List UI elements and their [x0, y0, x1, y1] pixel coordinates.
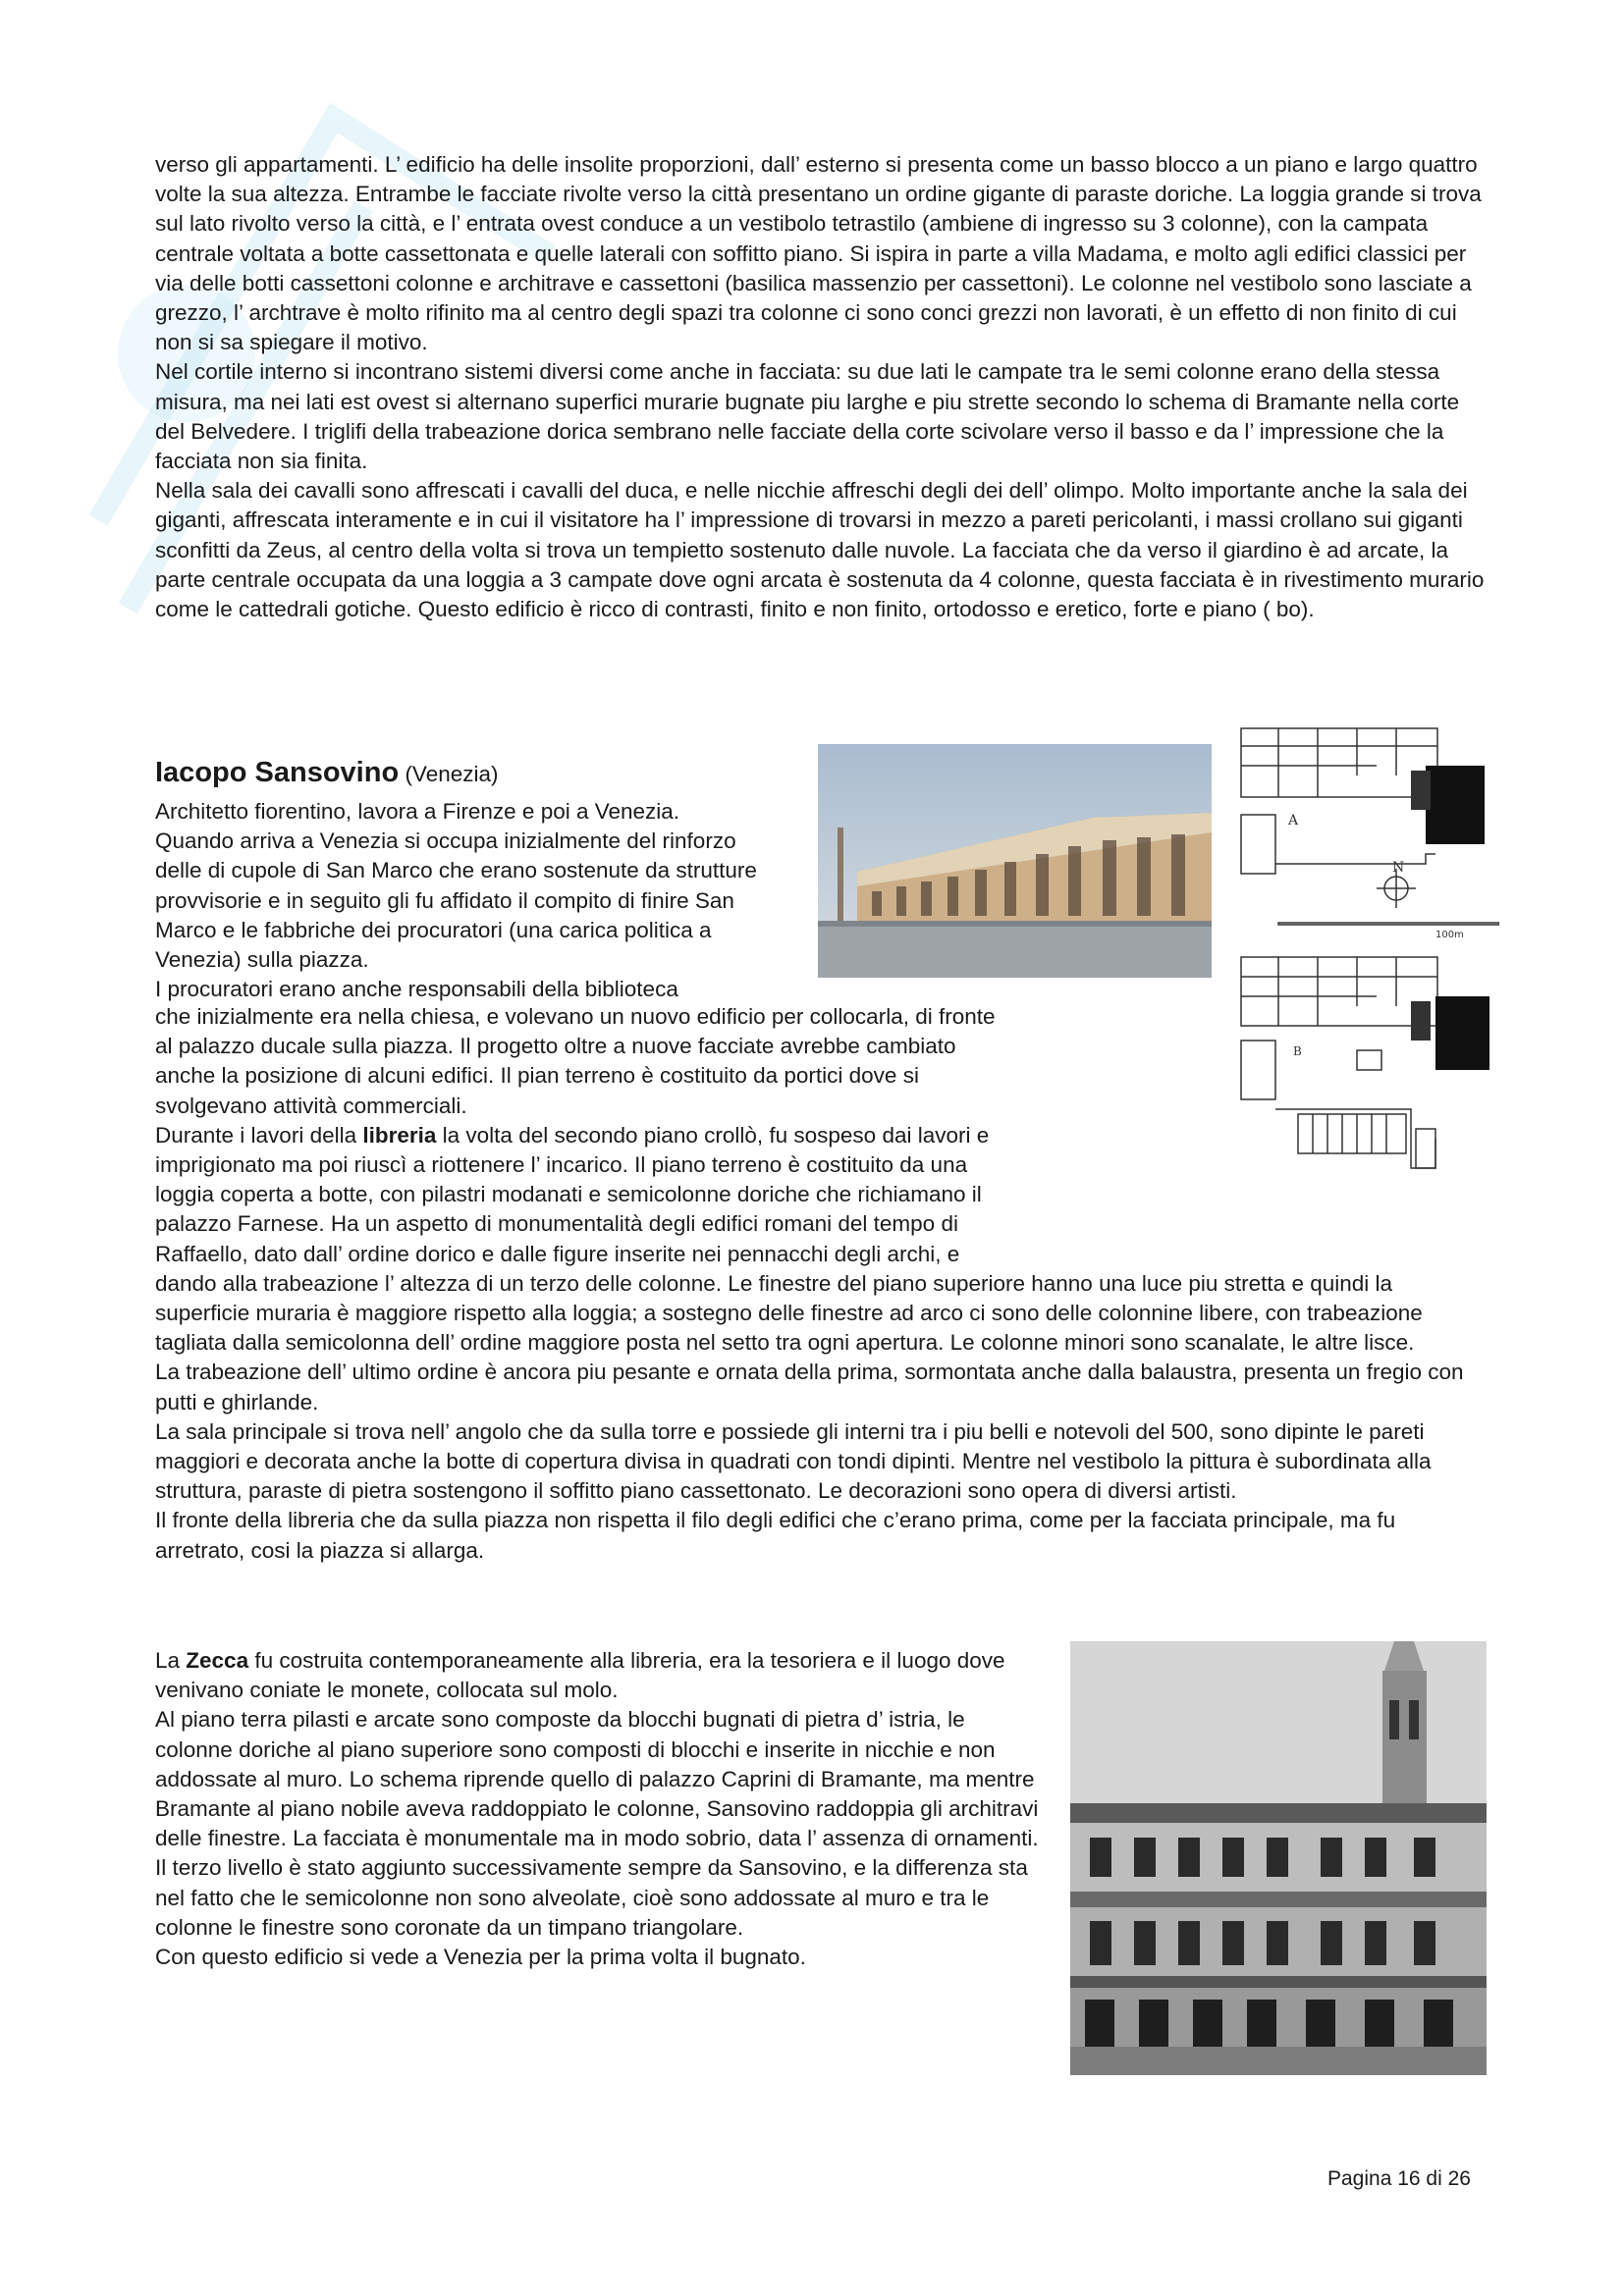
- sansovino-paragraph-1: Architetto fiorentino, lavora a Firenze e poi a Venezia.: [155, 799, 680, 824]
- plan-label-a: A: [1288, 813, 1299, 828]
- intro-text: [155, 150, 1490, 624]
- sansovino-paragraph-5: La trabeazione dell’ ultimo ordine è ancora piu pesante e ornata della prima, sormontata anche dalla balaustra, presenta un fregio con putti e ghirlande.: [155, 1360, 1464, 1415]
- sansovino-text-lower: [155, 1002, 1490, 1566]
- zecca-pre: La: [155, 1648, 187, 1673]
- plan-north-label: N: [1392, 860, 1405, 876]
- libreria-pre: Durante i lavori della: [155, 1122, 363, 1148]
- sansovino-paragraph-3a: I procuratori erano anche responsabili della biblioteca: [155, 977, 678, 1002]
- sansovino-text-upper: [155, 797, 784, 1004]
- sansovino-paragraph-4: [155, 1121, 1490, 1359]
- heading-title: Iacopo Sansovino: [155, 757, 400, 788]
- zecca-post: fu costruita contemporaneamente alla libreria, era la tesoriera e il luogo dove venivano coniate le monete, collocata sul molo.: [155, 1648, 1005, 1703]
- plan-label-b: B: [1293, 1044, 1302, 1058]
- intro-paragraph-2: Nel cortile interno si incontrano sistemi diversi come anche in facciata: su due lati le campate tra le semi colonne erano della stessa misura, ma nei lati est ovest si alternano superfici murarie bugnate piu larghe e piu strette secondo lo schema di Bramante nella corte del Belvedere. I triglifi della trabeazione dorica sembrano nelle facciate della corte scivolare verso il basso e da l’ impressione che la facciata non sia finita.: [155, 359, 1460, 474]
- intro-paragraph-1: verso gli appartamenti. L’ edificio ha delle insolite proporzioni, dall’ esterno si presenta come un basso blocco a un piano e largo quattro volte la sua altezza. Entrambe le facciate rivolte verso la città presentano un ordine gigante di paraste doriche. La loggia grande si trova sul lato rivolto verso la città, e l’ entrata ovest conduce a un vestibolo tetrastilo (ambiene di ingresso su 3 colonne), con la campata centrale voltata a botte cassettonata e quelle laterali con soffitto piano. Si ispira in parte a villa Madama, e molto agli edifici classici per via delle botti cassettoni colonne e architrave e cassettoni (basilica massenzio per cassettoni). Le colonne nel vestibolo sono lasciate a grezzo, l’ archtrave è molto rifinito ma al centro degli spazi tra colonne ci sono conci grezzi non lavorati, è un effetto di non finito di cui non si sa spiegare il motivo.: [155, 152, 1482, 355]
- libreria-photo: [818, 744, 1212, 978]
- plan-scale: 100m: [1435, 930, 1464, 940]
- sansovino-paragraph-3b: che inizialmente era nella chiesa, e volevano un nuovo edificio per collocarla, di fronte al palazzo ducale sulla piazza. Il progetto oltre a nuove facciate avrebbe cambiato anche la posizione di alcuni edifici. Il pian terreno è costituito da portici dove si svolgevano attività commerciali.: [155, 1004, 996, 1118]
- sansovino-paragraph-7: Il fronte della libreria che da sulla piazza non rispetta il filo degli edifici che c’erano prima, come per la facciata principale, ma fu arretrato, cosi la piazza si allarga.: [155, 1508, 1396, 1563]
- section-heading-sansovino: [155, 758, 499, 789]
- page-number: Pagina 16 di 26: [1327, 2167, 1471, 2190]
- intro-paragraph-3: Nella sala dei cavalli sono affrescati i cavalli del duca, e nelle nicchie affreschi degli dei dell’ olimpo. Molto importante anche la sala dei giganti, affrescata interamente e in cui il visitatore ha l’ impressione di trovarsi in mezzo a pareti pericolanti, i massi crollano sui giganti sconfitti da Zeus, al centro della volta si trova un tempietto sostenuto dalle nuvole. La facciata che da verso il giardino è ad arcate, la parte centrale occupata da una loggia a 3 campate dove ogni arcata è sostenuta da 4 colonne, questa facciata è in rivestimento murario come le cattedrali gotiche. Questo edificio è ricco di contrasti, finito e non finito, ortodosso e eretico, forte e piano ( bo).: [155, 478, 1485, 622]
- libreria-bold: libreria: [362, 1122, 437, 1148]
- zecca-text: [155, 1646, 1039, 1972]
- sansovino-paragraph-2: Quando arriva a Venezia si occupa inizialmente del rinforzo delle di cupole di San Marco che erano sostenute da strutture provvisorie e in seguito gli fu affidato il compito di finire San Marco e le fabbriche dei procuratori (una carica politica a Venezia) sulla piazza.: [155, 828, 757, 973]
- zecca-paragraph-1: [155, 1646, 1039, 1705]
- sansovino-paragraph-6: La sala principale si trova nell’ angolo che da sulla torre e possiede gli interni tra i piu belli e notevoli del 500, sono dipinte le pareti maggiori e decorata anche la botte di copertura divisa in quadrati con tondi dipinti. Mentre nel vestibolo la pittura è subordinata alla struttura, paraste di pietra sostengono il soffitto piano cassettonato. Le decorazioni sono opera di diversi artisti.: [155, 1418, 1432, 1504]
- zecca-bold: Zecca: [186, 1648, 249, 1673]
- libreria-post: la volta del secondo piano crollò, fu sospeso dai lavori e imprigionato ma poi riuscì a riottenere l’ incarico. Il piano terreno è costituito da una loggia coperta a botte, con pilastri modanati e semicolonne doriche che richiamano il palazzo Farnese. Ha un aspetto di monumentalità degli edifici romani del tempo di Raffaello, dato dall’ ordine dorico e dalle figure inserite nei pennacchi degli archi, e dando alla trabeazione l’ altezza di un terzo delle colonne. Le finestre del piano superiore hanno una luce piu stretta e quindi la superficie muraria è maggiore rispetto alla loggia; a sostegno delle finestre ad arco ci sono delle colonnine libere, con trabeazione tagliata dalla semicolonna dell’ ordine maggiore posta nel setto tra ogni apertura. Le colonne minori sono scanalate, le altre lisce.: [155, 1122, 1423, 1356]
- zecca-photo: [1070, 1641, 1487, 2075]
- zecca-paragraph-3: Con questo edificio si vede a Venezia per la prima volta il bugnato.: [155, 1945, 806, 1970]
- zecca-paragraph-2: Al piano terra pilasti e arcate sono composte da blocchi bugnati di pietra d’ istria, le colonne doriche al piano superiore sono composti di blocchi e inserite in nicchie e non addossate al muro. Lo schema riprende quello di palazzo Caprini di Bramante, ma mentre Bramante al piano nobile aveva raddoppiato le colonne, Sansovino raddoppia gli architravi delle finestre. La facciata è monumentale ma in modo sobrio, data l’ assenza di ornamenti. Il terzo livello è stato aggiunto successivamente sempre da Sansovino, e la differenza sta nel fatto che le semicolonne non sono alveolate, cioè sono addossate al muro e tra le colonne le finestre sono coronate da un timpano triangolare.: [155, 1707, 1039, 1940]
- heading-subtitle: (Venezia): [405, 762, 499, 786]
